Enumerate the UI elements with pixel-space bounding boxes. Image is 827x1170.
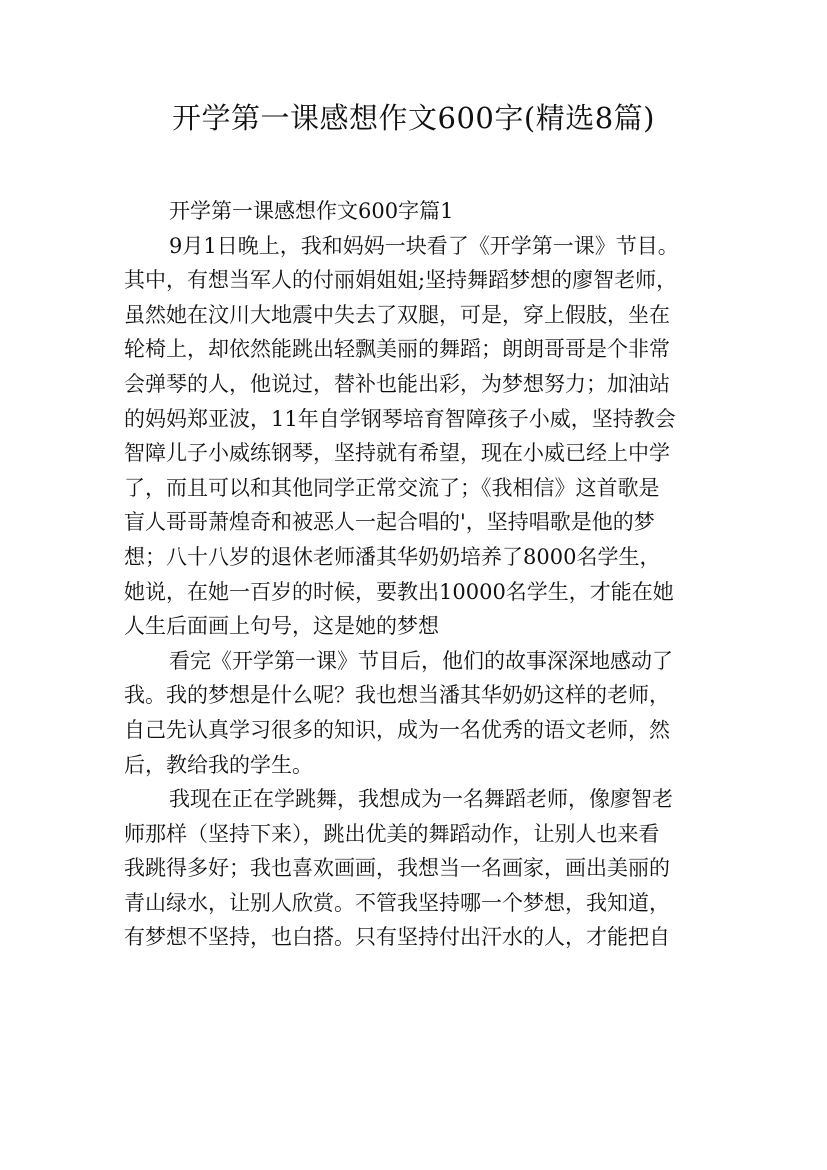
text-line: 其中，有想当军人的付丽娟姐姐;坚持舞蹈梦想的廖智老师， <box>124 268 678 293</box>
text-line: 会弹琴的人，他说过，替补也能出彩，为梦想努力；加油站 <box>124 371 670 396</box>
text-line: 轮椅上，却依然能跳出轻飘美丽的舞蹈；朗朗哥哥是个非常 <box>124 337 670 362</box>
text-line: 后，教给我的学生。 <box>124 752 313 777</box>
text-line: 人生后面画上句号，这是她的梦想 <box>124 614 439 639</box>
text-line: 的妈妈郑亚波，11年自学钢琴培育智障孩子小威，坚持教会 <box>124 406 676 431</box>
text-line: 盲人哥哥萧煌奇和被恶人一起合唱的'，坚持唱歌是他的梦 <box>124 510 655 535</box>
text-line: 有梦想不坚持，也白搭。只有坚持付出汗水的人，才能把自 <box>124 925 670 950</box>
text-line: 了，而且可以和其他同学正常交流了；《我相信》这首歌是 <box>124 475 660 500</box>
text-line: 9月1日晚上，我和妈妈一块看了《开学第一课》节目。 <box>169 233 679 258</box>
text-line: 想；八十八岁的退休老师潘其华奶奶培养了8000名学生， <box>124 544 661 569</box>
text-line: 虽然她在汶川大地震中失去了双腿，可是，穿上假肢，坐在 <box>124 302 670 327</box>
text-line: 我跳得多好；我也喜欢画画，我想当一名画家，画出美丽的 <box>124 856 670 881</box>
text-line: 开学第一课感想作文600字篇1 <box>169 199 454 223</box>
text-line: 青山绿水，让别人欣赏。不管我坚持哪一个梦想，我知道， <box>124 890 670 915</box>
text-line: 师那样（坚持下来），跳出优美的舞蹈动作，让别人也来看 <box>124 821 660 846</box>
text-line: 自己先认真学习很多的知识，成为一名优秀的语文老师，然 <box>124 717 670 742</box>
text-line: 看完《开学第一课》节目后，他们的故事深深地感动了 <box>169 648 673 673</box>
text-line: 我现在正在学跳舞，我想成为一名舞蹈老师，像廖智老 <box>169 787 673 812</box>
text-line: 智障儿子小威练钢琴，坚持就有希望，现在小威已经上中学 <box>124 441 670 466</box>
text-line: 她说，在她一百岁的时候，要教出10000名学生，才能在她 <box>124 579 674 604</box>
text-line: 我。我的梦想是什么呢？我也想当潘其华奶奶这样的老师， <box>124 683 670 708</box>
document-title: 开学第一课感想作文600字(精选8篇) <box>172 101 655 135</box>
document-body <box>124 194 714 955</box>
